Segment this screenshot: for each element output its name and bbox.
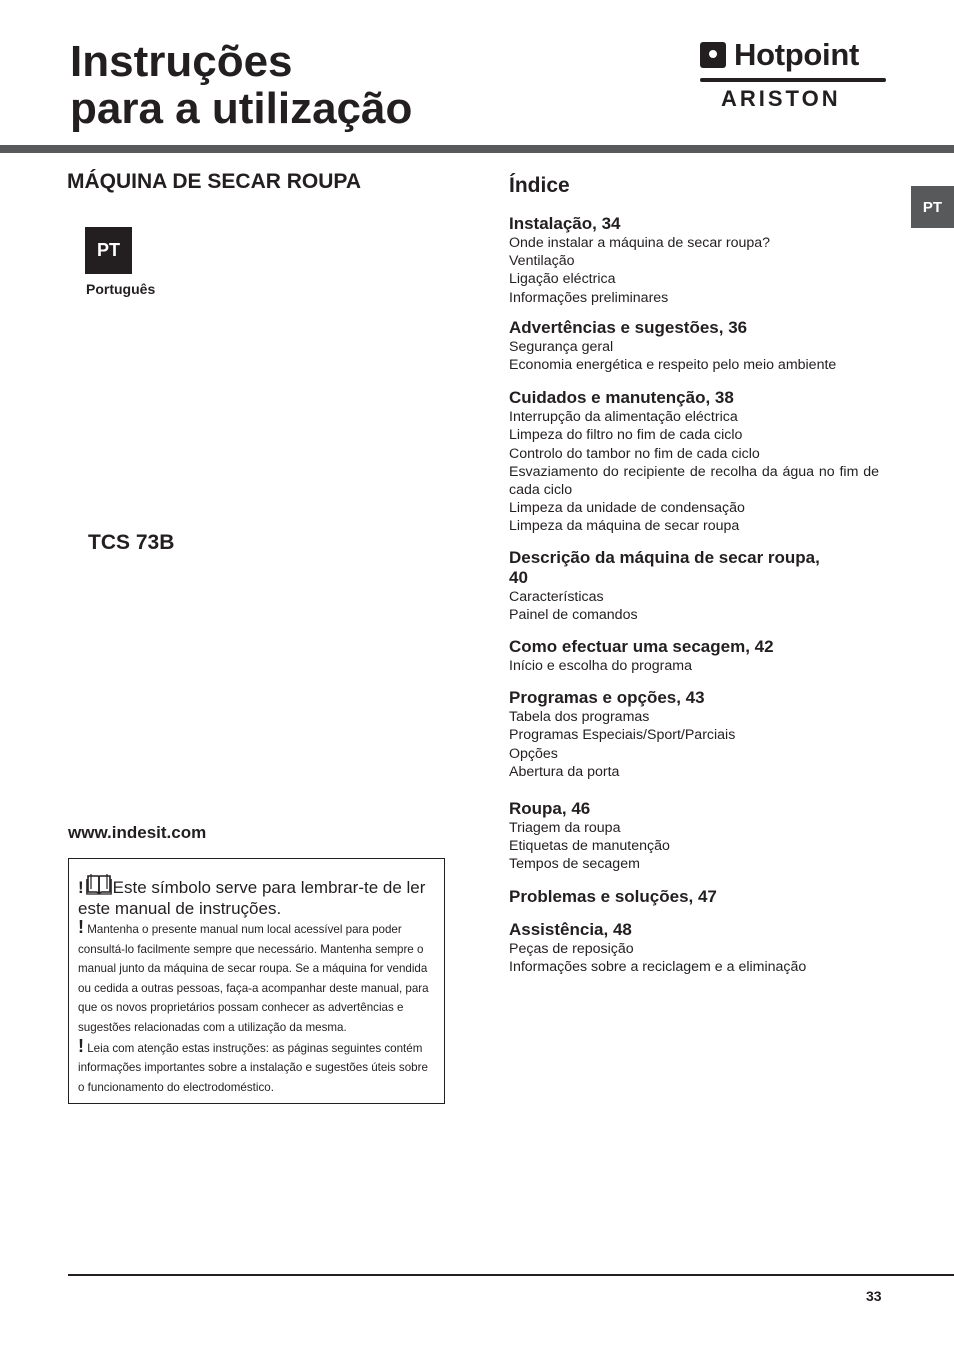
toc-heading[interactable]: Problemas e soluções, 47 — [509, 886, 717, 906]
toc-section-cuidados — [509, 388, 879, 535]
notice-box — [68, 858, 445, 1104]
notice-paragraph-2 — [78, 1035, 436, 1098]
brand-logo — [700, 37, 886, 114]
notice-paragraph-2-text: Leia com atenção estas instruções: as páginas seguintes contém informações importantes sobre a instalação e sugestões úteis sobre o funcionamento do electrodoméstico. — [78, 1041, 428, 1094]
toc-item[interactable]: Ventilação — [509, 253, 575, 270]
toc-item[interactable]: Informações sobre a reciclagem e a eliminação — [509, 958, 807, 975]
brand-sub: ARISTON — [721, 86, 841, 111]
toc-item[interactable]: Limpeza da máquina de secar roupa — [509, 518, 740, 535]
toc-item[interactable]: Segurança geral — [509, 338, 614, 355]
language-side-tab: PT — [911, 186, 954, 228]
toc-section-instalacao — [509, 214, 879, 307]
notice-lead — [78, 873, 436, 919]
language-code-badge: PT — [85, 227, 132, 274]
header-divider-bar — [0, 145, 954, 153]
toc-item[interactable]: Abertura da porta — [509, 763, 620, 780]
hotpoint-logo-icon — [700, 42, 726, 68]
toc-heading[interactable]: Roupa, 46 — [509, 799, 591, 819]
toc-item[interactable]: Esvaziamento do recipiente de recolha da água no fim de cada ciclo — [509, 463, 879, 499]
language-name: Português — [86, 281, 156, 297]
toc-section-assistencia — [509, 920, 879, 976]
model-number: TCS 73B — [88, 531, 175, 554]
toc-item[interactable]: Ligação eléctrica — [509, 271, 616, 288]
toc-item[interactable]: Tabela dos programas — [509, 709, 650, 726]
toc-item[interactable]: Opções — [509, 745, 558, 762]
toc-item[interactable]: Informações preliminares — [509, 289, 669, 306]
warning-exclamation: ! — [78, 917, 84, 937]
website-link[interactable]: www.indesit.com — [68, 823, 207, 842]
toc-heading[interactable]: Descrição da máquina de secar roupa, 40 — [509, 547, 820, 587]
toc-item[interactable]: Etiquetas de manutenção — [509, 838, 670, 855]
brand-name: Hotpoint — [734, 37, 859, 72]
page-number: 33 — [866, 1288, 882, 1304]
toc-section-problemas — [509, 887, 879, 907]
toc-section-roupa — [509, 799, 879, 874]
notice-paragraph-1 — [78, 919, 436, 1038]
toc-item[interactable]: Triagem da roupa — [509, 820, 621, 837]
table-of-contents — [509, 214, 879, 976]
toc-item[interactable]: Economia energética e respeito pelo meio ambiente — [509, 357, 837, 374]
toc-item[interactable]: Tempos de secagem — [509, 856, 640, 873]
toc-section-advertencias — [509, 318, 879, 374]
title-line-1: Instruções — [70, 37, 293, 86]
toc-item[interactable]: Onde instalar a máquina de secar roupa? — [509, 235, 771, 251]
toc-item[interactable]: Limpeza da unidade de condensação — [509, 500, 745, 517]
toc-heading[interactable]: Programas e opções, 43 — [509, 688, 705, 708]
toc-section-descricao — [509, 548, 879, 624]
toc-section-secagem — [509, 637, 879, 675]
toc-item[interactable]: Início e escolha do programa — [509, 658, 692, 675]
notice-lead-text: Este símbolo serve para lembrar-te de ler este manual de instruções. — [78, 878, 426, 918]
notice-paragraph-1-text: Mantenha o presente manual num local acessível para poder consultá-lo facilmente sempre que necessário. Mantenha sempre o manual junto da máquina de secar roupa. Se a máquina for vendida ou cedida a outras pessoas, faça-a acompanhar deste manual, para que os novos proprietários possam conhecer as advertências e sugestões relacionadas com a utilização da mesma. — [78, 923, 429, 1034]
toc-item[interactable]: Programas Especiais/Sport/Parciais — [509, 727, 736, 744]
toc-heading[interactable]: Como efectuar uma secagem, 42 — [509, 637, 774, 657]
toc-item[interactable]: Peças de reposição — [509, 940, 634, 957]
book-icon — [86, 873, 112, 895]
toc-heading[interactable]: Advertências e sugestões, 36 — [509, 317, 748, 337]
toc-heading[interactable]: Assistência, 48 — [509, 919, 632, 939]
toc-heading[interactable]: Cuidados e manutenção, 38 — [509, 388, 734, 408]
toc-item[interactable]: Painel de comandos — [509, 606, 638, 623]
toc-section-programas — [509, 688, 879, 781]
title-line-2: para a utilização — [70, 84, 413, 133]
toc-heading[interactable]: Instalação, 34 — [509, 214, 621, 233]
page-title — [70, 38, 412, 132]
toc-item[interactable]: Características — [509, 588, 604, 605]
toc-item[interactable]: Controlo do tambor no fim de cada ciclo — [509, 445, 760, 462]
warning-exclamation: ! — [78, 1035, 84, 1056]
logo-divider — [700, 78, 886, 82]
machine-title: MÁQUINA DE SECAR ROUPA — [67, 170, 362, 193]
toc-item[interactable]: Limpeza do filtro no fim de cada ciclo — [509, 427, 743, 444]
warning-exclamation: ! — [78, 878, 84, 897]
toc-item[interactable]: Interrupção da alimentação eléctrica — [509, 409, 738, 426]
footer-divider — [68, 1274, 954, 1276]
index-title: Índice — [509, 174, 570, 197]
